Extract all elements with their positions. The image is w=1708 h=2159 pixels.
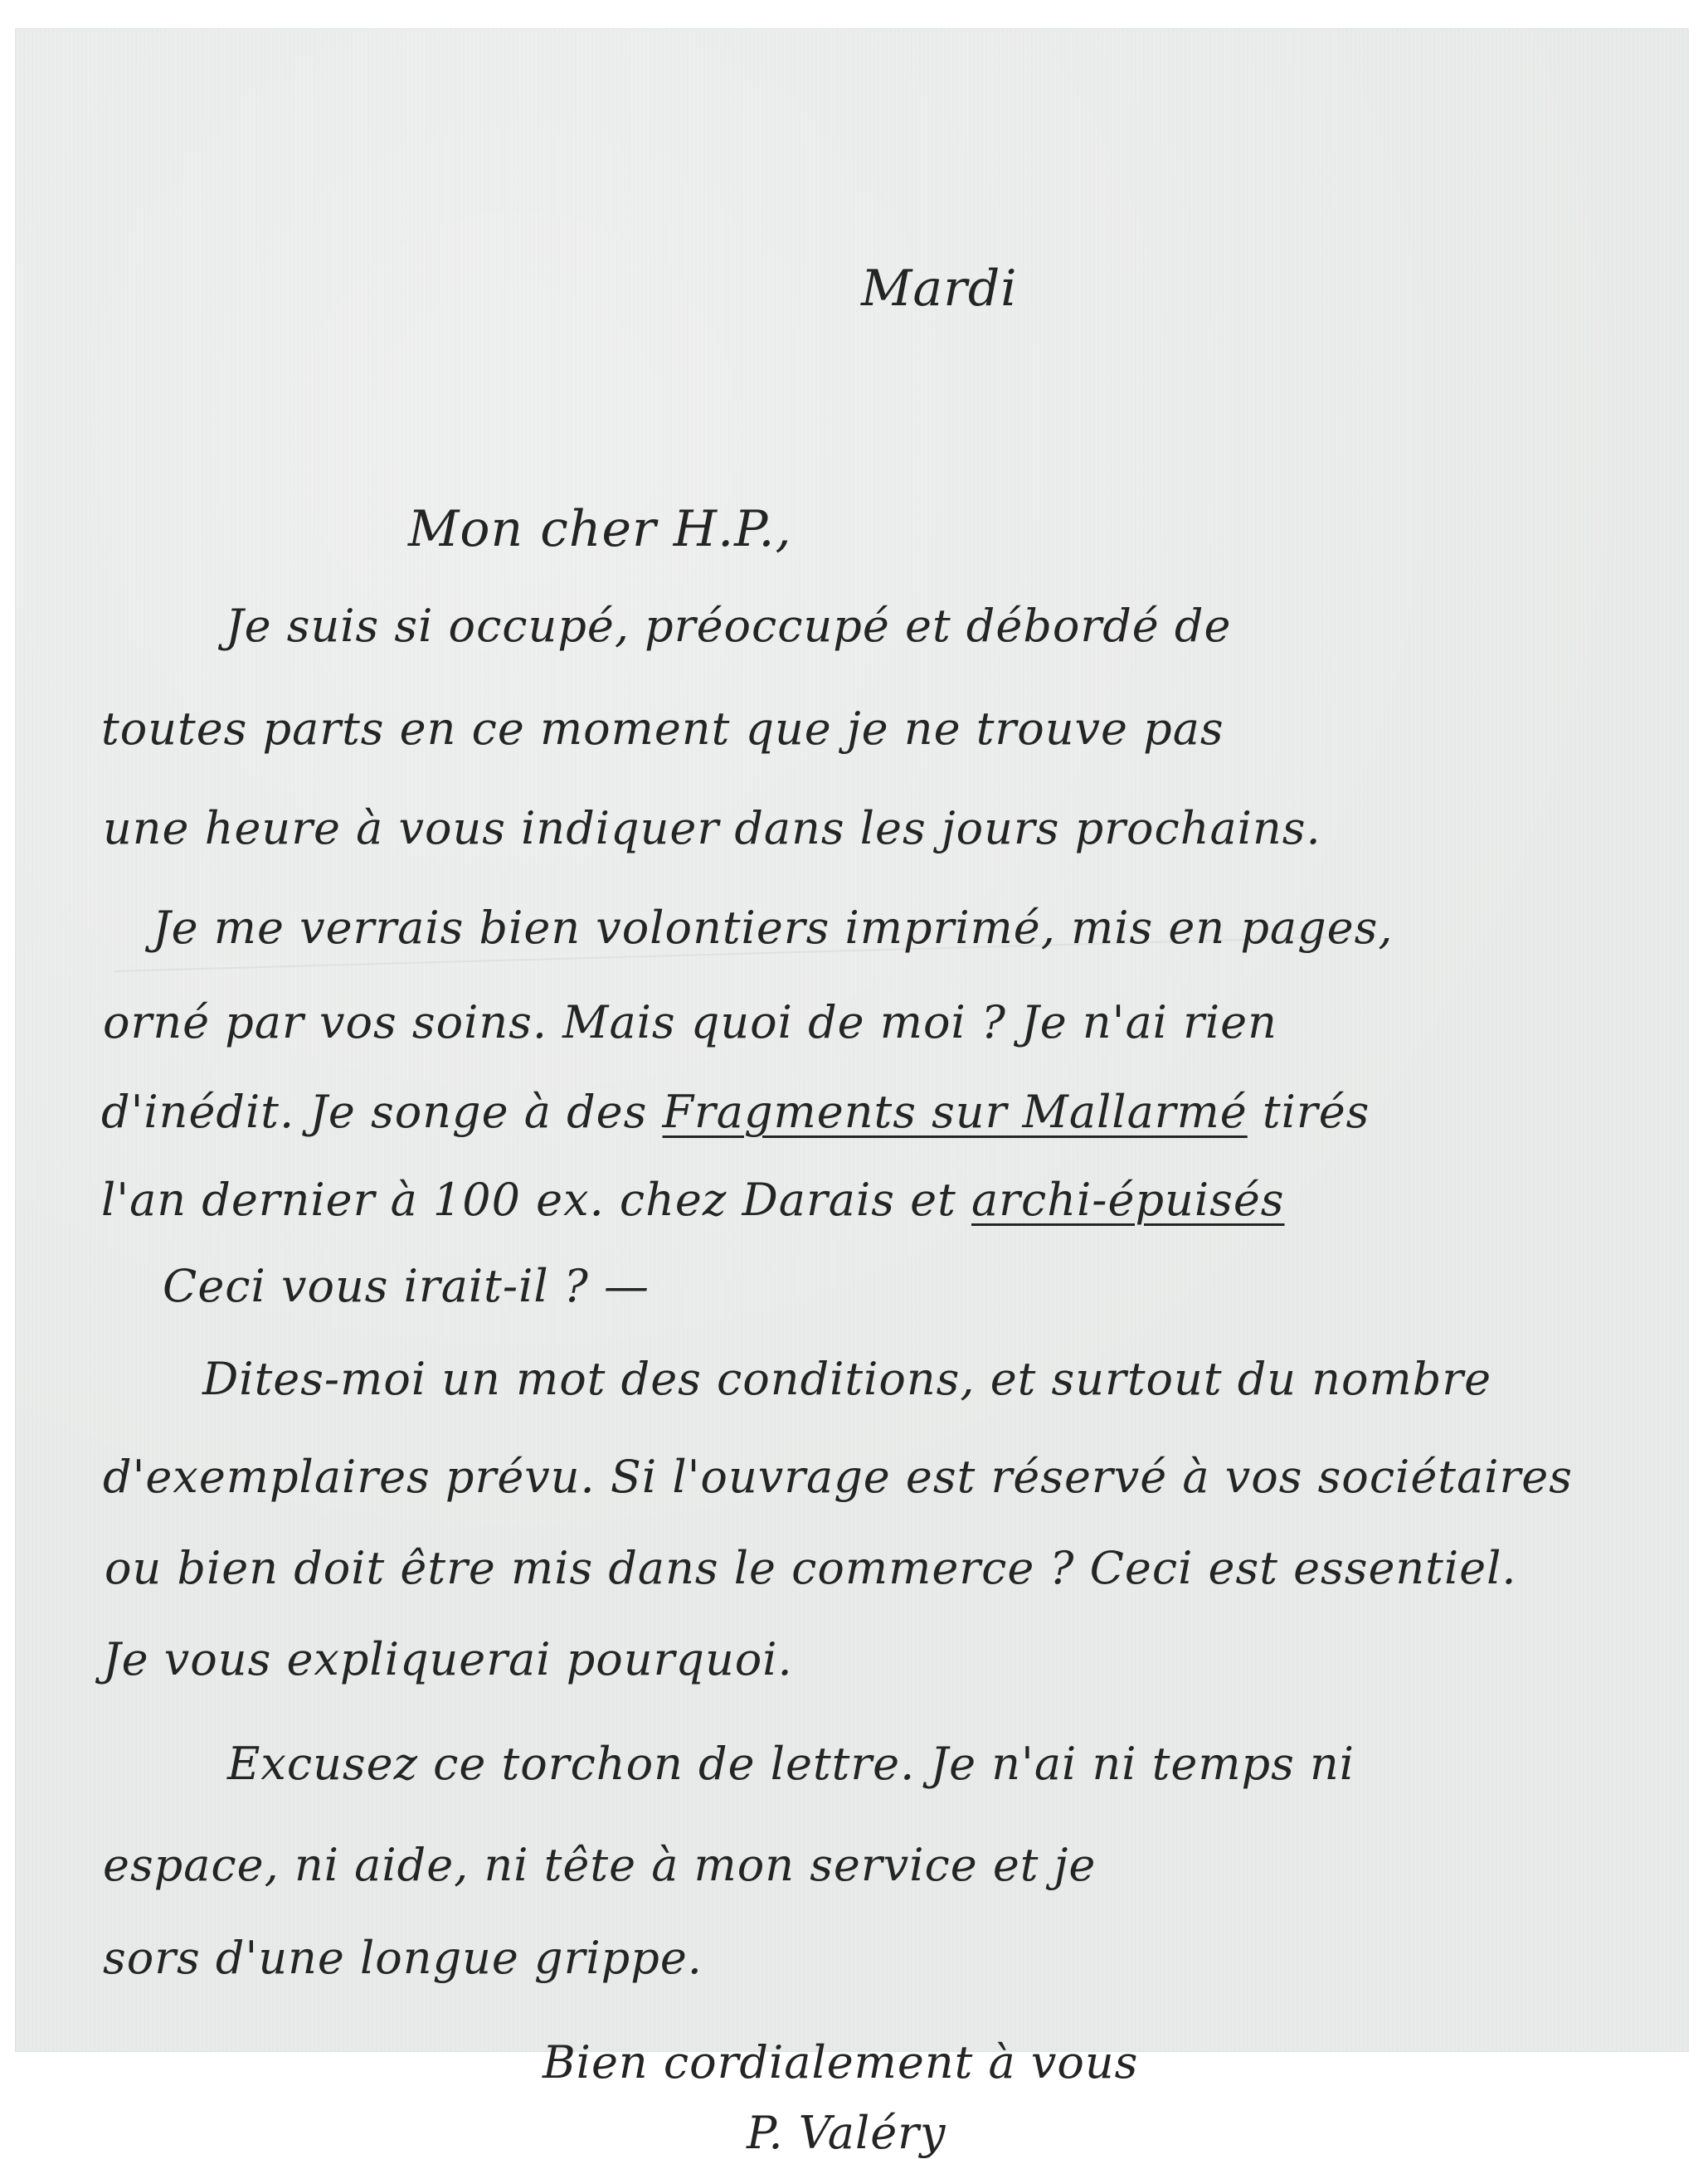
letter-line: Excusez ce torchon de lettre. Je n'ai ni temps ni bbox=[227, 1738, 1355, 1790]
letter-date: Mardi bbox=[861, 260, 1018, 318]
letter-line: Ceci vous irait-il ? — bbox=[163, 1260, 650, 1312]
letter-line: Dites-moi un mot des conditions, et surtout du nombre bbox=[202, 1353, 1492, 1405]
letter-line: Je suis si occupé, préoccupé et débordé de bbox=[226, 600, 1232, 652]
letter-closing: Bien cordialement à vous bbox=[543, 2036, 1139, 2088]
letter-text-segment: tirés bbox=[1262, 1086, 1370, 1138]
letter-line: d'exemplaires prévu. Si l'ouvrage est réservé à vos sociétaires bbox=[103, 1451, 1573, 1503]
letter-line: Je vous expliquerai pourquoi. bbox=[103, 1633, 793, 1685]
letter-line: ou bien doit être mis dans le commerce ? Ceci est essentiel. bbox=[105, 1542, 1517, 1594]
letter-line: toutes parts en ce moment que je ne trouve pas bbox=[101, 703, 1224, 755]
letter-line: orné par vos soins. Mais quoi de moi ? Je n'ai rien bbox=[103, 996, 1277, 1048]
underlined-title: Fragments sur Mallarmé bbox=[662, 1086, 1248, 1138]
letter-salutation: Mon cher H.P., bbox=[408, 500, 792, 558]
letter-line: une heure à vous indiquer dans les jours prochains. bbox=[103, 802, 1321, 854]
letter-text-segment: l'an dernier à 100 ex. chez Darais et bbox=[101, 1174, 956, 1226]
letter-text-segment: d'inédit. Je songe à des bbox=[101, 1086, 648, 1138]
letter-line bbox=[101, 1086, 1370, 1138]
letter-line: espace, ni aide, ni tête à mon service et je bbox=[103, 1839, 1097, 1891]
letter-line: sors d'une longue grippe. bbox=[103, 1932, 703, 1984]
letter-line bbox=[101, 1174, 1285, 1226]
underlined-phrase: archi-épuisés bbox=[971, 1174, 1285, 1226]
letter-line: Je me verrais bien volontiers imprimé, mis en pages, bbox=[153, 902, 1394, 954]
letter-signature: P. Valéry bbox=[747, 2107, 946, 2159]
